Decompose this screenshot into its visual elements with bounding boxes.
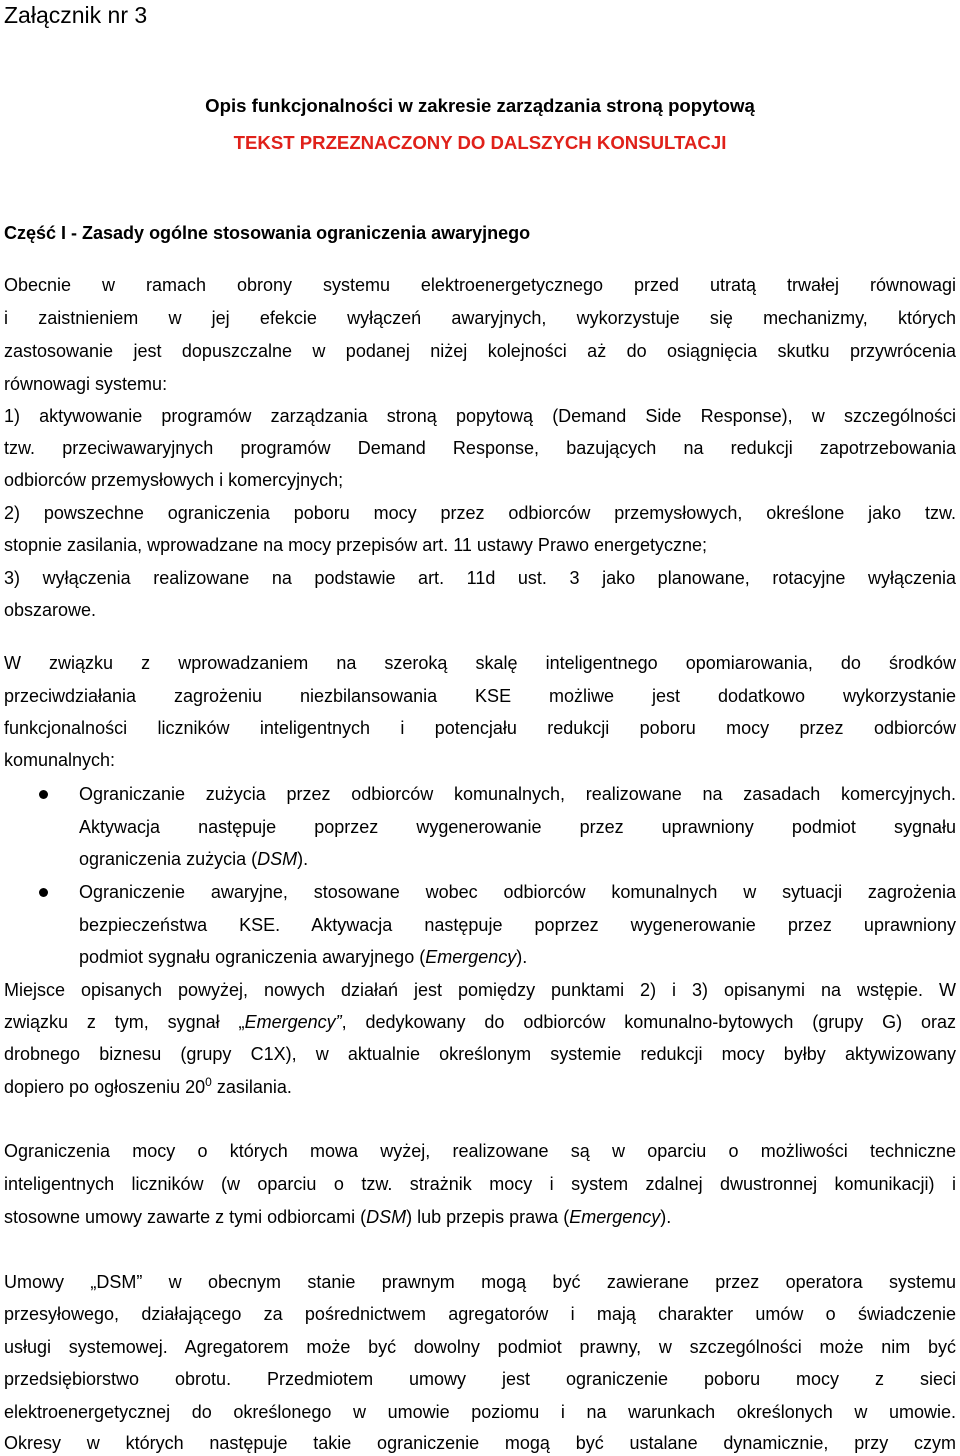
text-line: Aktywacja następuje poprzez wygenerowanie przez uprawniony podmiot sygnału bbox=[79, 817, 956, 837]
consultation-note: TEKST PRZEZNACZONY DO DALSZYCH KONSULTACJI bbox=[233, 132, 727, 153]
text-line: przedsiębiorstwo obrotu. Przedmiotem umowy jest ograniczenie poboru mocy z sieci bbox=[4, 1369, 956, 1389]
bullet-icon bbox=[39, 888, 48, 897]
text-line: Ograniczanie zużycia przez odbiorców komunalnych, realizowane na zasadach komercyjnych. bbox=[79, 784, 956, 804]
text-line: podmiot sygnału ograniczenia awaryjnego (Emergency). bbox=[79, 947, 528, 967]
text-line: Ograniczenie awaryjne, stosowane wobec odbiorców komunalnych w sytuacji zagrożenia bbox=[79, 882, 956, 902]
text-line: bezpieczeństwa KSE. Aktywacja następuje poprzez wygenerowanie przez uprawniony bbox=[79, 915, 956, 935]
text-line: tzw. przeciwawaryjnych programów Demand Response, bazujących na redukcji zapotrzebowania bbox=[4, 438, 956, 458]
text-line: 3) wyłączenia realizowane na podstawie art. 11d ust. 3 jako planowane, rotacyjne wyłączenia bbox=[4, 568, 956, 588]
text-line: inteligentnych liczników (w oparciu o tzw. strażnik mocy i system zdalnej dwustronnej komunikacji) i bbox=[4, 1174, 956, 1194]
bullet-icon bbox=[39, 790, 48, 799]
text-line: przeciwdziałania zagrożeniu niezbilansowania KSE możliwe jest dodatkowo wykorzystanie bbox=[4, 686, 956, 706]
text-line: drobnego biznesu (grupy C1X), w aktualnie określonym systemie redukcji mocy byłby aktywizowany bbox=[4, 1044, 956, 1064]
attachment-label: Załącznik nr 3 bbox=[4, 2, 148, 28]
text-line: zastosowanie jest dopuszczalne w podanej niżej kolejności aż do osiągnięcia skutku przywrócenia bbox=[4, 341, 956, 361]
section-heading: Część I - Zasady ogólne stosowania ograniczenia awaryjnego bbox=[4, 223, 531, 243]
text-line: Umowy „DSM” w obecnym stanie prawnym mogą być zawierane przez operatora systemu bbox=[4, 1272, 956, 1292]
text-line: związku z tym, sygnał „Emergency”, dedykowany do odbiorców komunalno-bytowych (grupy G) oraz bbox=[4, 1012, 956, 1032]
text-line: przesyłowego, działającego za pośrednictwem agregatorów i mają charakter umów o świadczenie bbox=[4, 1304, 956, 1324]
text-line: Miejsce opisanych powyżej, nowych działań jest pomiędzy punktami 2) i 3) opisanymi na wstępie. W bbox=[4, 980, 956, 1000]
text-line: Obecnie w ramach obrony systemu elektroenergetycznego przed utratą trwałej równowagi bbox=[4, 275, 956, 295]
text-line: komunalnych: bbox=[4, 750, 116, 770]
text-line: funkcjonalności liczników inteligentnych i potencjału redukcji poboru mocy przez odbiorców bbox=[4, 718, 956, 738]
text-line: równowagi systemu: bbox=[4, 374, 168, 394]
text-line: Ograniczenia mocy o których mowa wyżej, realizowane są w oparciu o możliwości techniczne bbox=[4, 1141, 956, 1161]
text-line: dopiero po ogłoszeniu $20^0$ zasilania. bbox=[4, 1075, 292, 1097]
text-line: ograniczenia zużycia (DSM). bbox=[79, 849, 309, 869]
text-line: Okresy w których następuje takie ograniczenie mogą być ustalane dynamicznie, przy czym bbox=[4, 1433, 956, 1453]
text-line: 2) powszechne ograniczenia poboru mocy przez odbiorców przemysłowych, określone jako tzw. bbox=[4, 503, 956, 523]
text-line: elektroenergetycznej do określonego w umowie poziomu i na warunkach określonych w umowie. bbox=[4, 1402, 956, 1422]
text-line: usługi systemowej. Agregatorem może być dowolny podmiot prawny, w szczególności może nim być bbox=[4, 1337, 956, 1357]
text-line: 1) aktywowanie programów zarządzania stroną popytową (Demand Side Response), w szczególności bbox=[4, 406, 956, 426]
text-line: obszarowe. bbox=[4, 600, 97, 620]
text-line: i zaistnieniem w jej efekcie wyłączeń awaryjnych, wykorzystuje się mechanizmy, których bbox=[4, 308, 956, 328]
text-line: stosowne umowy zawarte z tymi odbiorcami (DSM) lub przepis prawa (Emergency). bbox=[4, 1207, 672, 1227]
text-line: stopnie zasilania, wprowadzane na mocy przepisów art. 11 ustawy Prawo energetyczne; bbox=[4, 535, 708, 555]
text-line: W związku z wprowadzaniem na szeroką skalę inteligentnego opomiarowania, do środków bbox=[4, 653, 956, 673]
document-title: Opis funkcjonalności w zakresie zarządzania stroną popytową bbox=[205, 95, 755, 116]
text-line: odbiorców przemysłowych i komercyjnych; bbox=[4, 470, 344, 490]
